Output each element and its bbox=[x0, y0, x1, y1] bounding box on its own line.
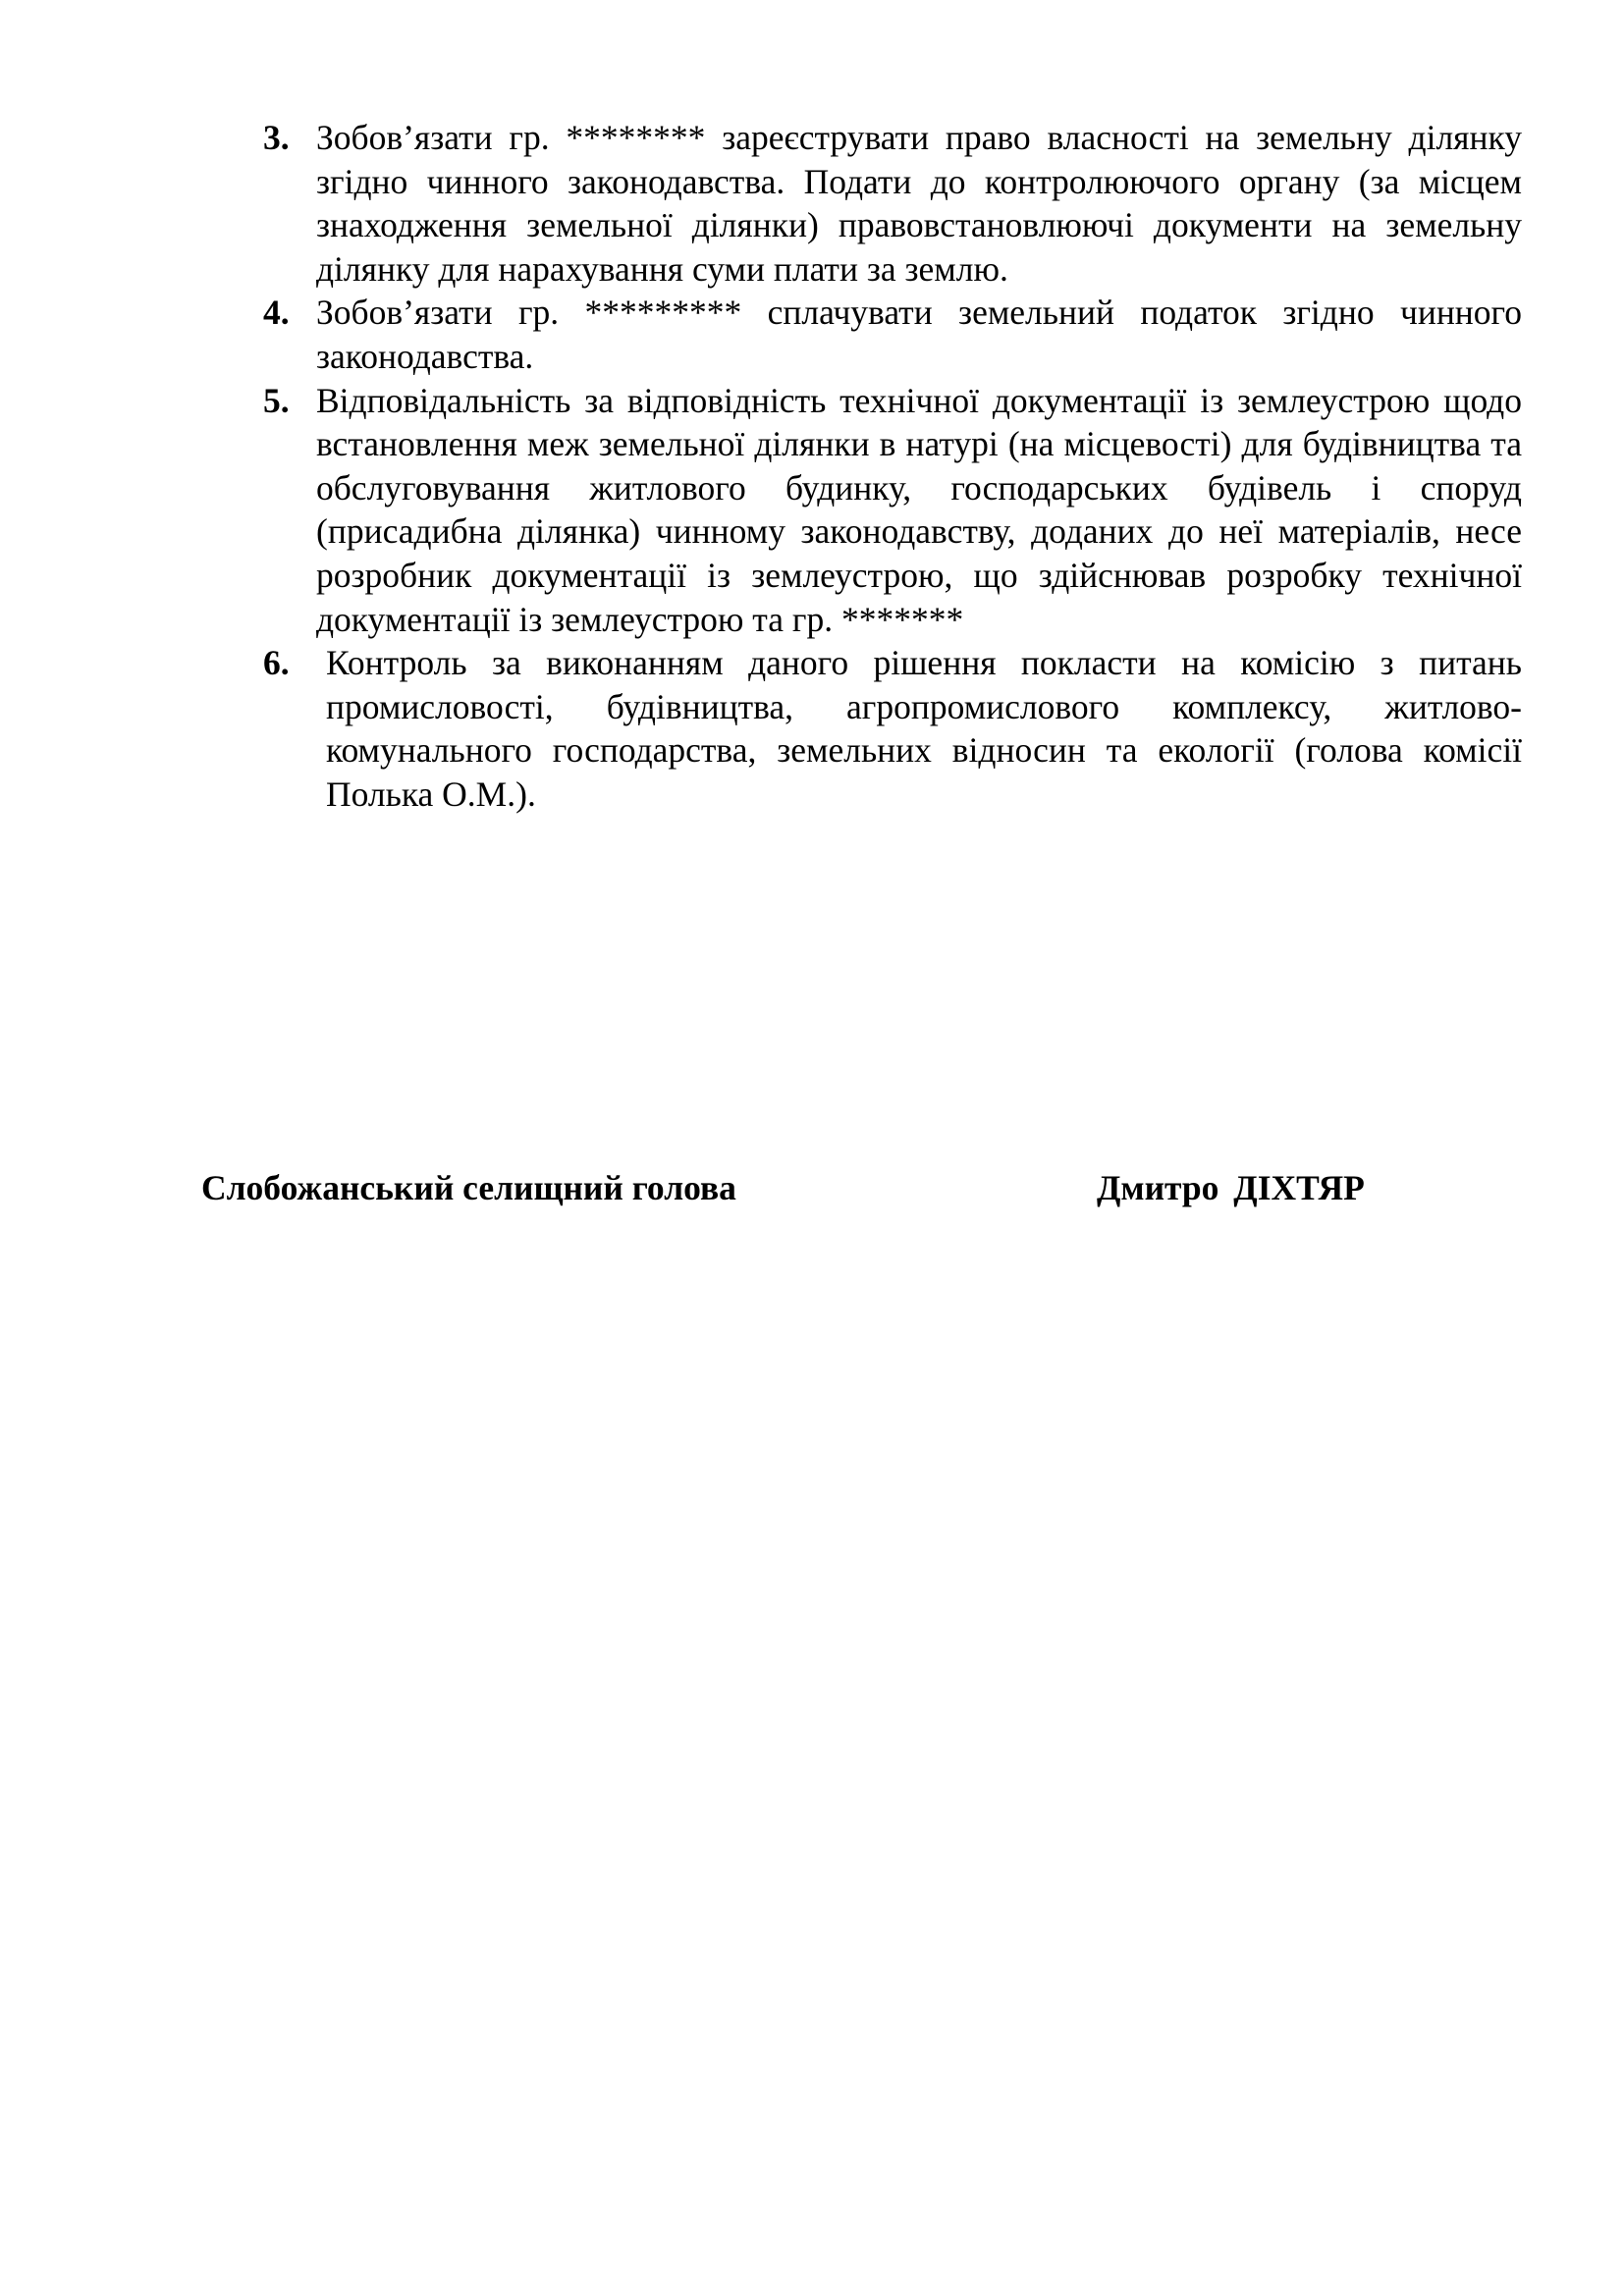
list-item-5 bbox=[263, 379, 1522, 642]
item-text: Відповідальність за відповідність технічної документації із землеустрою щодо встановлення меж земельної ділянки в натурі (на місцевості) для будівництва та обслуговування житлового будинку, господарських будівель і споруд (присадибна ділянка) чинному законодавству, доданих до неї матеріалів, несе розробник документації із землеустрою, що здійснював розробку технічної документації із землеустрою та гр. ******* bbox=[316, 380, 1522, 639]
item-text: Зобов’язати гр. ******** зареєструвати право власності на земельну ділянку згідно чинного законодавства. Подати до контролюючого органу (за місцем знаходження земельної ділянки) правовстановлюючі документи на земельну ділянку для нарахування суми плати за землю. bbox=[316, 118, 1522, 289]
item-number: 3. bbox=[263, 118, 290, 157]
item-number: 5. bbox=[263, 380, 290, 420]
decision-items-list bbox=[263, 116, 1522, 817]
item-number: 4. bbox=[263, 293, 290, 333]
item-number: 6. bbox=[263, 643, 290, 683]
list-item-3 bbox=[263, 116, 1522, 291]
list-item-4 bbox=[263, 291, 1522, 378]
list-item-6 bbox=[263, 641, 1522, 816]
signatory-title: Слобожанський селищний голова bbox=[201, 1168, 736, 1207]
item-text: Контроль за виконанням даного рішення покласти на комісію з питань промисловості, будівництва, агропромислового комплексу, житлово-комунального господарства, земельних відносин та екології (голова комісії Полька О.М.). bbox=[326, 643, 1522, 814]
item-text: Зобов’язати гр. ********* сплачувати земельний податок згідно чинного законодавства. bbox=[316, 293, 1522, 376]
signatory-name: Дмитро ДІХТЯР bbox=[1097, 1168, 1365, 1207]
